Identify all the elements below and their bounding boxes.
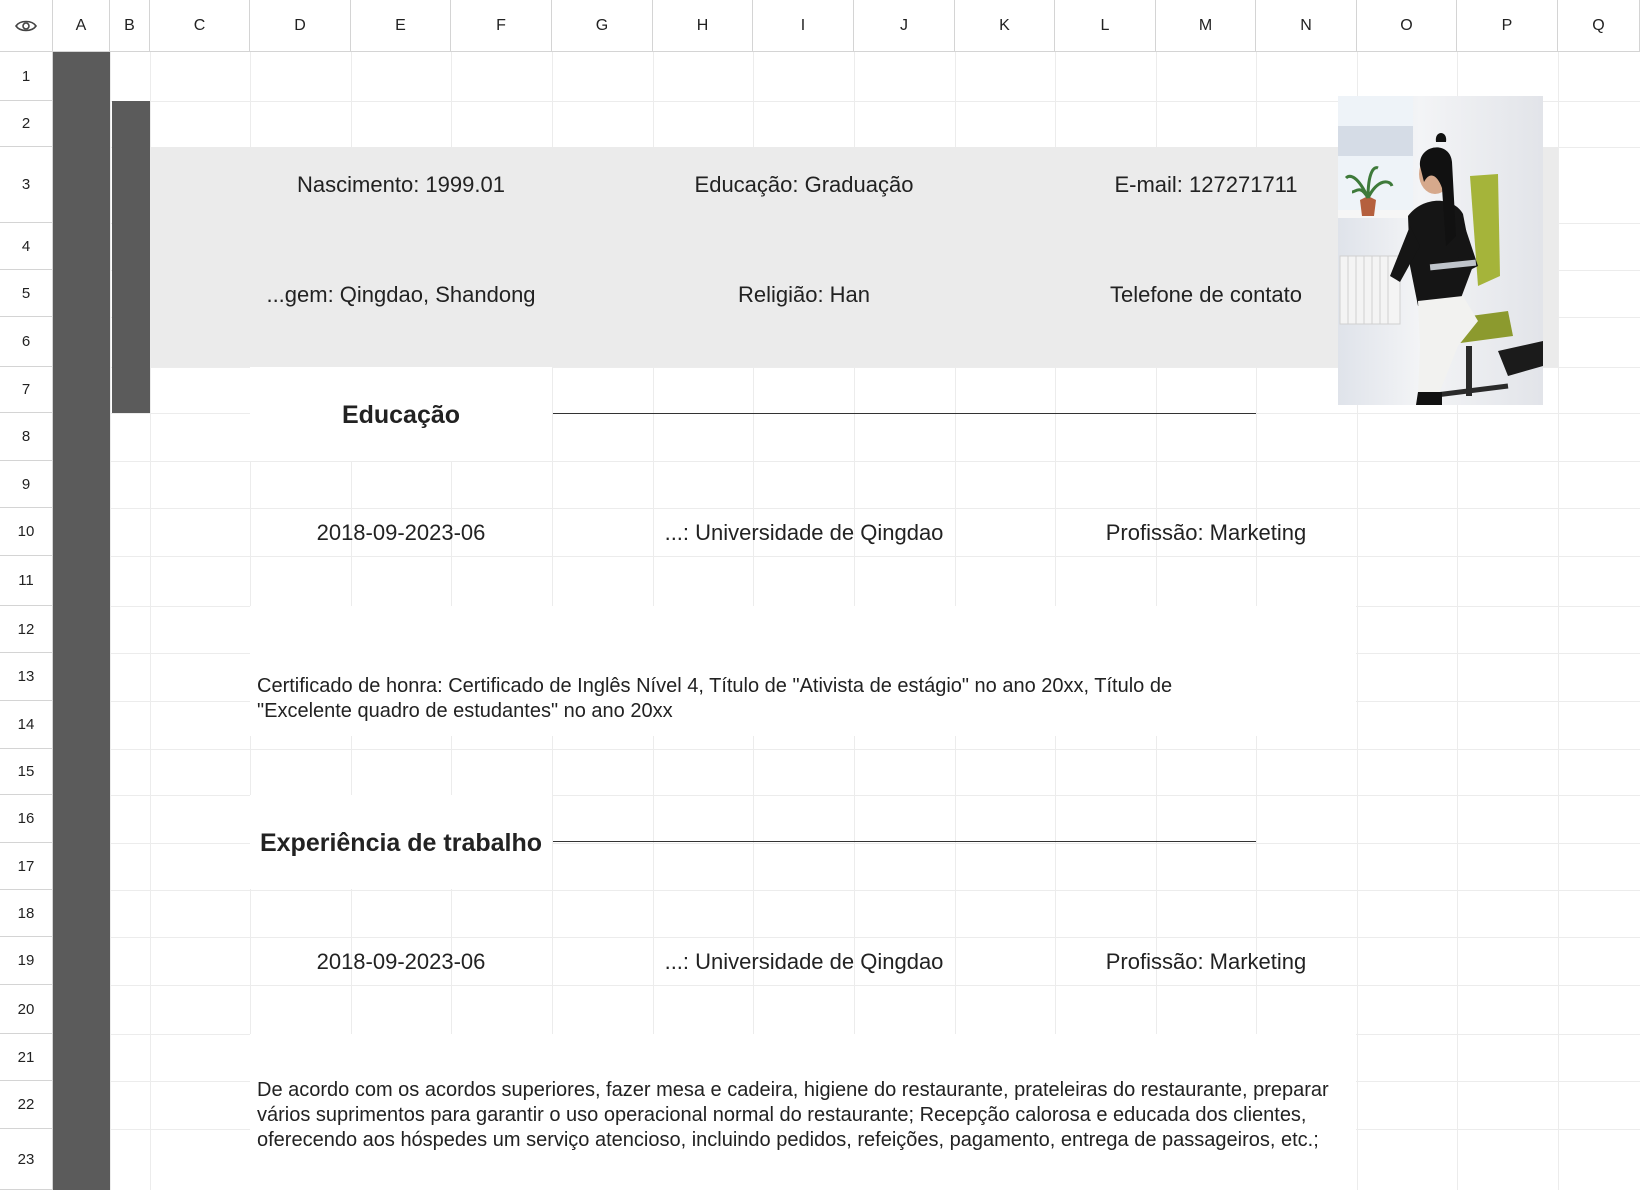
column-header-f[interactable]: F bbox=[451, 0, 552, 52]
row-header-8[interactable]: 8 bbox=[0, 413, 53, 461]
row-gridline bbox=[53, 890, 1640, 891]
column-header-h[interactable]: H bbox=[653, 0, 753, 52]
work-rule bbox=[553, 841, 1256, 842]
eye-icon bbox=[15, 19, 37, 33]
row-header-7[interactable]: 7 bbox=[0, 367, 53, 413]
person-photo-icon bbox=[1338, 96, 1543, 405]
religion-cell[interactable]: Religião: Han bbox=[737, 282, 871, 307]
column-gridline bbox=[110, 52, 111, 1190]
education-school-cell[interactable]: ...: Universidade de Qingdao bbox=[664, 520, 944, 545]
education-heading[interactable]: Educação bbox=[341, 400, 461, 429]
phone-cell[interactable]: Telefone de contato bbox=[1109, 282, 1303, 307]
work-heading[interactable]: Experiência de trabalho bbox=[259, 828, 543, 857]
row-gridline bbox=[53, 461, 1640, 462]
email-cell[interactable]: E-mail: 127271711 bbox=[1114, 172, 1298, 197]
column-header-c[interactable]: C bbox=[150, 0, 250, 52]
row-header-15[interactable]: 15 bbox=[0, 749, 53, 795]
row-header-21[interactable]: 21 bbox=[0, 1034, 53, 1081]
work-company-cell[interactable]: ...: Universidade de Qingdao bbox=[664, 949, 944, 974]
column-header-n[interactable]: N bbox=[1256, 0, 1357, 52]
row-header-18[interactable]: 18 bbox=[0, 890, 53, 937]
profile-photo[interactable] bbox=[1338, 96, 1543, 405]
decor-bar-column-a bbox=[53, 52, 110, 1190]
row-header-22[interactable]: 22 bbox=[0, 1081, 53, 1129]
column-header-b[interactable]: B bbox=[110, 0, 150, 52]
row-header-9[interactable]: 9 bbox=[0, 461, 53, 508]
row-header-11[interactable]: 11 bbox=[0, 556, 53, 606]
row-header-20[interactable]: 20 bbox=[0, 985, 53, 1034]
work-description-text[interactable]: De acordo com os acordos superiores, fazer mesa e cadeira, higiene do restaurante, prateleiras do restaurante, preparar vários suprimentos para garantir o uso operacional normal do restaurante; Recepção calorosa e educada dos clientes, oferecendo aos hóspedes um serviço atencioso, incluindo pedidos, refeições, pagamento, entrega de passageiros, etc.; bbox=[257, 1079, 1329, 1151]
column-gridline bbox=[1558, 52, 1559, 1190]
select-all-corner[interactable] bbox=[0, 0, 53, 52]
column-header-d[interactable]: D bbox=[250, 0, 351, 52]
row-header-2[interactable]: 2 bbox=[0, 101, 53, 147]
origin-cell[interactable]: ...gem: Qingdao, Shandong bbox=[266, 282, 536, 307]
decor-block-column-b bbox=[112, 101, 150, 413]
row-header-4[interactable]: 4 bbox=[0, 223, 53, 270]
honors-text[interactable]: Certificado de honra: Certificado de Inglês Nível 4, Título de "Ativista de estágio" no ano 20xx, Título de "Excelente quadro de estudantes" no ano 20xx bbox=[257, 675, 1173, 722]
row-header-1[interactable]: 1 bbox=[0, 52, 53, 101]
column-header-i[interactable]: I bbox=[753, 0, 854, 52]
row-header-23[interactable]: 23 bbox=[0, 1129, 53, 1190]
education-level-cell[interactable]: Educação: Graduação bbox=[694, 172, 914, 197]
education-period-cell[interactable]: 2018-09-2023-06 bbox=[316, 520, 486, 545]
column-header-q[interactable]: Q bbox=[1558, 0, 1640, 52]
work-period-cell[interactable]: 2018-09-2023-06 bbox=[316, 949, 486, 974]
column-header-k[interactable]: K bbox=[955, 0, 1055, 52]
row-header-5[interactable]: 5 bbox=[0, 270, 53, 317]
education-rule bbox=[553, 413, 1256, 414]
column-header-a[interactable]: A bbox=[53, 0, 110, 52]
row-header-13[interactable]: 13 bbox=[0, 653, 53, 701]
education-major-cell[interactable]: Profissão: Marketing bbox=[1105, 520, 1307, 545]
row-header-17[interactable]: 17 bbox=[0, 843, 53, 890]
row-gridline bbox=[53, 749, 1640, 750]
birth-cell[interactable]: Nascimento: 1999.01 bbox=[297, 172, 505, 197]
column-header-e[interactable]: E bbox=[351, 0, 451, 52]
column-header-p[interactable]: P bbox=[1457, 0, 1558, 52]
row-header-3[interactable]: 3 bbox=[0, 147, 53, 223]
row-header-10[interactable]: 10 bbox=[0, 508, 53, 556]
row-header-6[interactable]: 6 bbox=[0, 317, 53, 367]
row-header-12[interactable]: 12 bbox=[0, 606, 53, 653]
column-header-l[interactable]: L bbox=[1055, 0, 1156, 52]
row-header-19[interactable]: 19 bbox=[0, 937, 53, 985]
column-header-g[interactable]: G bbox=[552, 0, 653, 52]
row-header-16[interactable]: 16 bbox=[0, 795, 53, 843]
column-header-j[interactable]: J bbox=[854, 0, 955, 52]
column-header-o[interactable]: O bbox=[1357, 0, 1457, 52]
work-role-cell[interactable]: Profissão: Marketing bbox=[1105, 949, 1307, 974]
row-header-14[interactable]: 14 bbox=[0, 701, 53, 749]
column-header-m[interactable]: M bbox=[1156, 0, 1256, 52]
